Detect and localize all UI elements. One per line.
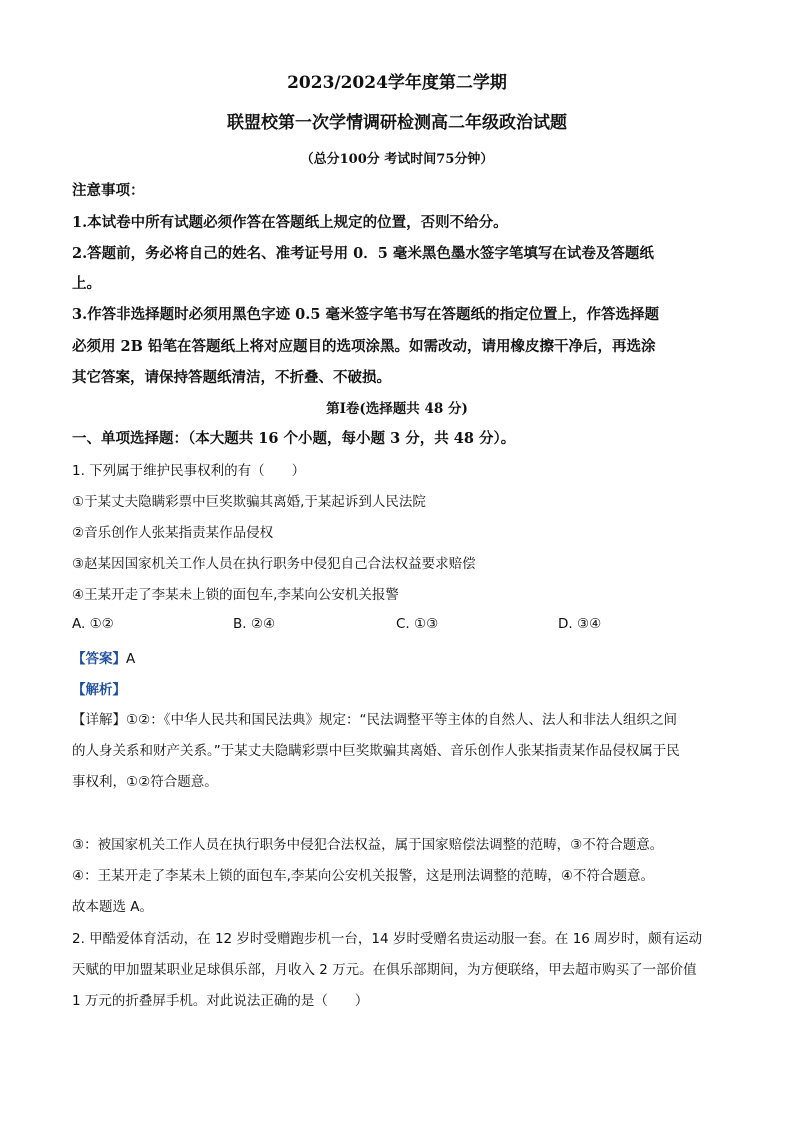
exam-title-line1: 2023/2024学年度第二学期 — [287, 73, 507, 93]
question-1-statement-2: ②音乐创作人张某指责某作品侵权 — [72, 525, 274, 541]
detail-line-3: 事权利，①②符合题意。 — [72, 774, 218, 790]
question-1-options — [72, 616, 722, 638]
question-2-line3: 1 万元的折叠屏手机。对此说法正确的是（ ） — [72, 993, 369, 1009]
exam-subtitle: （总分100分 考试时间75分钟） — [300, 152, 494, 167]
answer-tag: 【答案】 — [72, 651, 126, 667]
answer-line — [72, 647, 722, 670]
exam-title-line2: 联盟校第一次学情调研检测高二年级政治试题 — [227, 113, 567, 133]
detail-tag: 【详解】 — [72, 712, 126, 728]
detail-line-1 — [72, 709, 722, 731]
option-d[interactable]: D. ③④ — [558, 616, 602, 632]
detail-line-2: 的人身关系和财产关系。”于某丈夫隐瞒彩票中巨奖欺骗其离婚、音乐创作人张某指责某作品侵权属于民 — [72, 743, 680, 759]
detail-text-1: ①②：《中华人民共和国民法典》规定：“民法调整平等主体的自然人、法人和非法人组织之间 — [126, 712, 677, 728]
question-1-statement-4: ④王某开走了李某未上锁的面包车,李某向公安机关报警 — [72, 587, 399, 603]
notice-item-2-line2: 上。 — [72, 275, 101, 292]
detail-line-5: ④：王某开走了李某未上锁的面包车,李某向公安机关报警，这是刑法调整的范畴，④不符合题意。 — [72, 868, 654, 884]
option-a[interactable]: A. ①② — [72, 616, 114, 632]
option-c[interactable]: C. ①③ — [396, 616, 439, 632]
option-b[interactable]: B. ②④ — [233, 616, 276, 632]
notice-item-1: 1.本试卷中所有试题必须作答在答题纸上规定的位置，否则不给分。 — [72, 214, 508, 231]
notice-item-3-line1: 3.作答非选择题时必须用黑色字迹 0.5 毫米签字笔书写在答题纸的指定位置上，作答选择题 — [72, 306, 659, 323]
analysis-line — [72, 678, 722, 701]
part-title: 第Ⅰ卷(选择题共 48 分) — [326, 401, 468, 417]
question-2-line1: 2. 甲酷爱体育活动，在 12 岁时受赠跑步机一台，14 岁时受赠名贵运动服一套。在 16 周岁时，颇有运动 — [72, 931, 703, 947]
question-2-line2: 天赋的甲加盟某职业足球俱乐部，月收入 2 万元。在俱乐部期间，为方便联络，甲去超市购买了一部价值 — [72, 962, 697, 978]
notice-item-3-line3: 其它答案，请保持答题纸清洁，不折叠、不破损。 — [72, 369, 391, 386]
question-1-statement-1: ①于某丈夫隐瞒彩票中巨奖欺骗其离婚,于某起诉到人民法院 — [72, 494, 426, 510]
detail-line-4: ③：被国家机关工作人员在执行职务中侵犯合法权益，属于国家赔偿法调整的范畴，③不符合题意。 — [72, 837, 664, 853]
question-1-stem: 1. 下列属于维护民事权利的有（ ） — [72, 463, 306, 479]
conclusion: 故本题选 A。 — [72, 899, 154, 915]
section-heading: 一、单项选择题：（本大题共 16 个小题，每小题 3 分，共 48 分）。 — [72, 430, 516, 447]
question-1-statement-3: ③赵某因国家机关工作人员在执行职务中侵犯自己合法权益要求赔偿 — [72, 556, 476, 572]
notice-item-2-line1: 2.答题前，务必将自己的姓名、准考证号用 0．5 毫米黑色墨水签字笔填写在试卷及答题纸 — [72, 245, 654, 262]
analysis-tag: 【解析】 — [72, 682, 126, 698]
notice-item-3-line2: 必须用 2B 铅笔在答题纸上将对应题目的选项涂黑。如需改动，请用橡皮擦干净后，再选涂 — [72, 338, 656, 355]
notice-heading: 注意事项： — [72, 182, 145, 199]
answer-value: A — [126, 651, 136, 667]
